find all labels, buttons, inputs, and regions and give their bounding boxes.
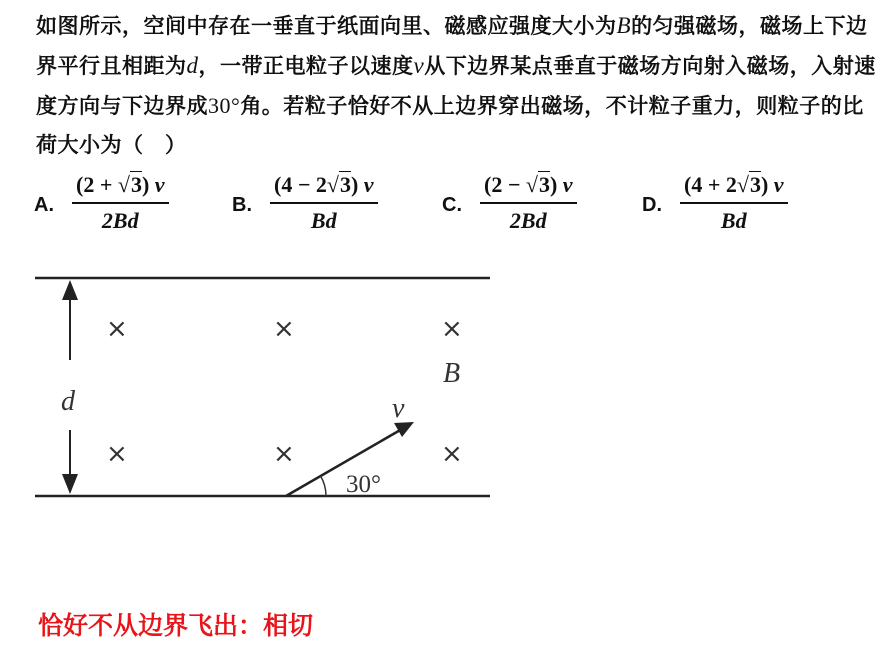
question-seg-3: ，一带正电粒子以速度 (198, 54, 414, 78)
field-cross-symbol: × (441, 314, 463, 344)
fraction-denominator: Bd (720, 208, 747, 233)
question-var-v: v (413, 53, 425, 78)
fraction-denominator: 2Bd (101, 208, 139, 233)
d-label: d (61, 386, 75, 417)
field-cross-symbol: × (273, 314, 295, 344)
question-seg-4: 从下边界某点垂直于磁场方向射入磁场，入射速度方向与下边界成 (36, 54, 876, 118)
field-cross-symbol: × (106, 314, 128, 344)
field-cross-symbol: × (273, 439, 295, 469)
velocity-label: v (392, 393, 405, 424)
velocity-arrowhead (394, 422, 414, 437)
annotation-note: 恰好不从边界飞出：相切 (38, 611, 314, 640)
question-seg-2: 的匀强磁场，磁场上下边界平行且相距为 (36, 14, 868, 78)
answer-options (34, 170, 854, 240)
fraction-denominator: 2Bd (509, 208, 547, 233)
question-seg-1: 如图所示，空间中存在一垂直于纸面向里、磁感应强度大小为 (36, 14, 617, 38)
option-fraction (72, 170, 169, 236)
field-cross-symbol: × (441, 439, 463, 469)
question-text (36, 6, 876, 165)
d-arrowhead-up (62, 280, 78, 300)
fraction-numerator: (4 + 2√3) v (684, 172, 784, 197)
angle-arc (321, 476, 326, 496)
option-letter: C. (442, 194, 462, 216)
question-angle: 30° (208, 93, 241, 118)
option-letter: B. (232, 194, 252, 216)
fraction-numerator: (2 − √3) v (484, 172, 573, 197)
question-seg-5: 角。若粒子恰好不从上边界穿出磁场，不计粒子重力，则粒子的比荷大小为（ ） (36, 94, 864, 157)
fraction-numerator: (4 − 2√3) v (274, 172, 374, 197)
d-arrowhead-down (62, 474, 78, 494)
option-fraction (680, 170, 788, 236)
question-var-B: B (616, 13, 632, 38)
option-fraction (270, 170, 378, 236)
magnetic-field-diagram (0, 260, 520, 510)
fraction-denominator: Bd (310, 208, 337, 233)
velocity-vector-line (286, 429, 402, 496)
option-fraction (480, 170, 577, 236)
field-cross-symbol: × (106, 439, 128, 469)
option-letter: D. (642, 194, 662, 216)
b-field-label: B (443, 358, 461, 389)
option-letter: A. (34, 194, 54, 216)
angle-label: 30° (346, 471, 381, 498)
fraction-numerator: (2 + √3) v (76, 172, 165, 197)
question-var-d: d (186, 53, 199, 78)
